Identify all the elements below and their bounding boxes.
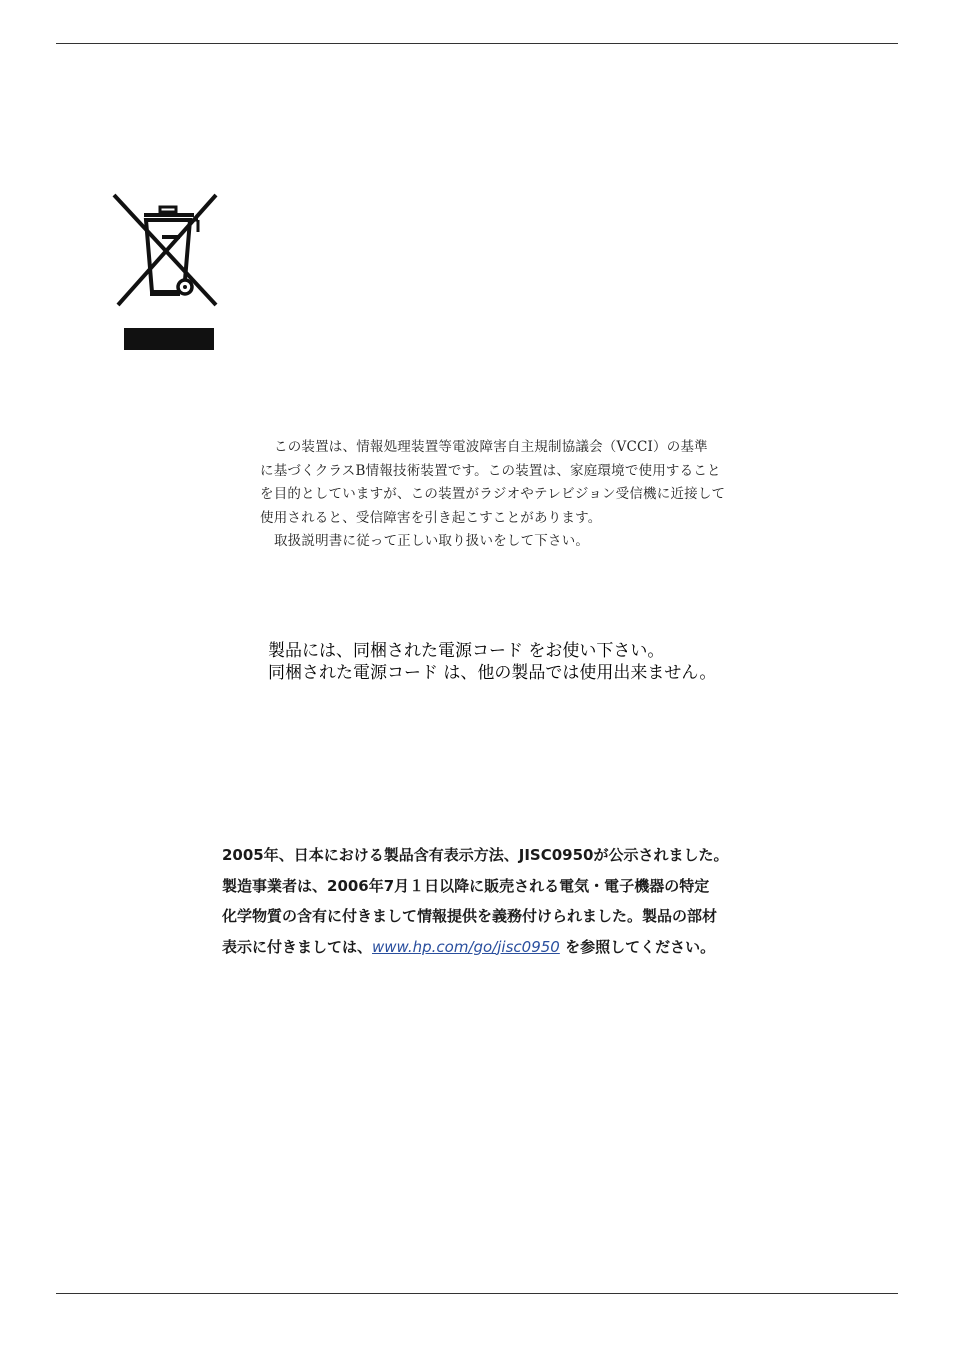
jisc-line-4-after: を参照してください。 bbox=[559, 937, 716, 956]
vcci-line-4: 使用されると、受信障害を引き起こすことがあります。 bbox=[260, 509, 602, 526]
power-cord-notice bbox=[268, 640, 788, 684]
jisc-line-4-before: 表示に付きましては、 bbox=[222, 937, 373, 956]
jisc-line-4 bbox=[222, 932, 802, 963]
vcci-line-3: を目的としていますが、この装置がラジオやテレビジョン受信機に近接して bbox=[260, 486, 726, 502]
jisc-line-2: 製造事業者は、2006年7月１日以降に販売される電気・電子機器の特定 bbox=[222, 876, 710, 895]
vcci-notice bbox=[260, 436, 760, 554]
power-cord-line-1: 製品には、同梱された電源コード をお使い下さい。 bbox=[268, 641, 665, 661]
footer-rule bbox=[56, 1293, 898, 1294]
crossed-out-wheelie-bin-icon bbox=[110, 190, 220, 355]
jisc-line-3: 化学物質の含有に付きまして情報提供を義務付けられました。製品の部材 bbox=[222, 907, 718, 925]
jisc-line-1: 2005年、日本における製品含有表示方法、JISC0950が公示されました。 bbox=[222, 846, 729, 864]
jisc-link[interactable]: www.hp.com/go/jisc0950 bbox=[372, 937, 560, 956]
vcci-line-1: この装置は、情報処理装置等電波障害自主規制協議会（VCCI）の基準 bbox=[274, 439, 708, 455]
header-rule bbox=[56, 43, 898, 44]
power-cord-line-2: 同梱された電源コード は、他の製品では使用出来ません。 bbox=[268, 663, 717, 683]
jisc-notice bbox=[222, 840, 802, 962]
vcci-line-5: 取扱説明書に従って正しい取り扱いをして下さい。 bbox=[274, 533, 590, 549]
vcci-line-2: に基づくクラスB情報技術装置です。この装置は、家庭環境で使用すること bbox=[260, 462, 721, 479]
